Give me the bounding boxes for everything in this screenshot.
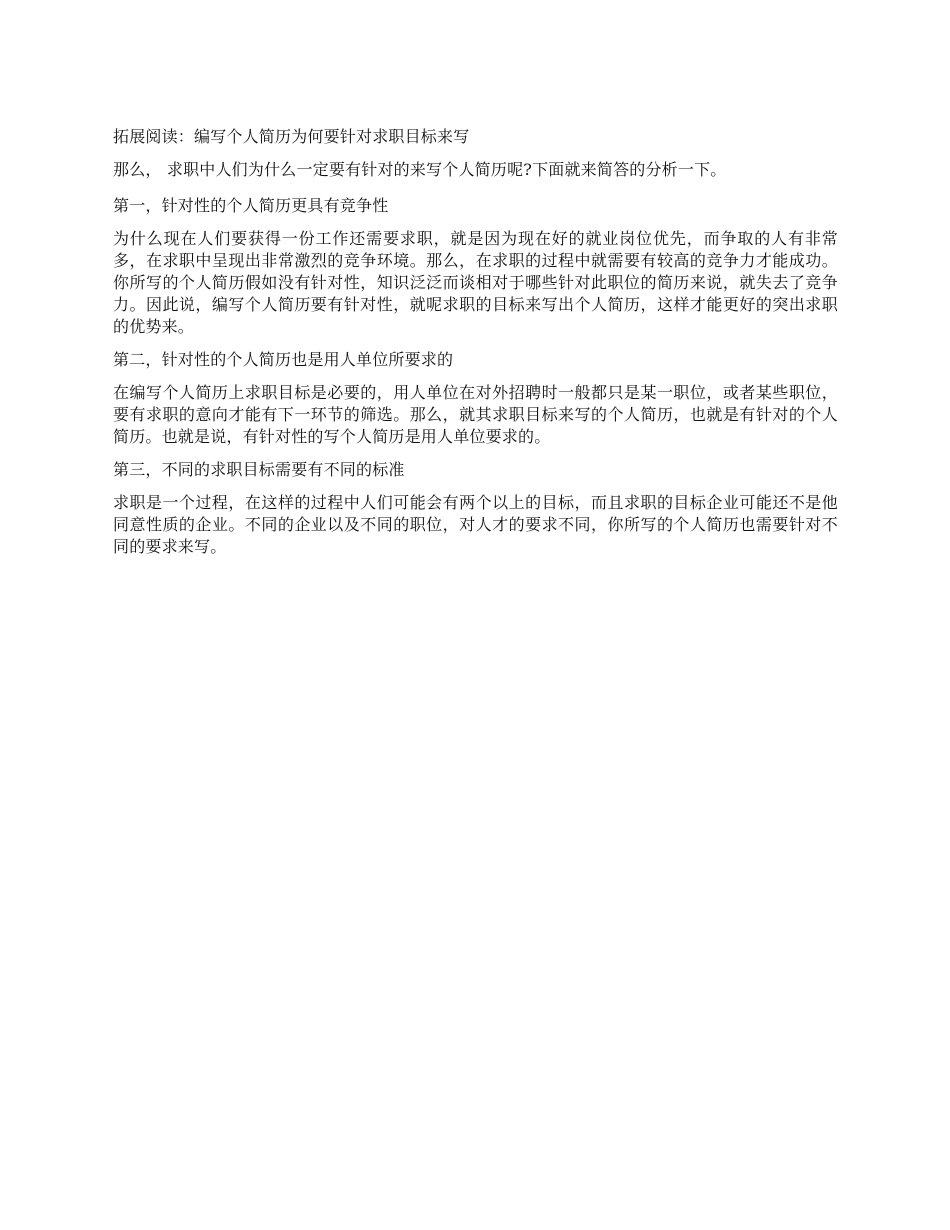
section-heading-3: 第三，不同的求职目标需要有不同的标准 bbox=[113, 460, 405, 479]
section-body-2: 在编写个人简历上求职目标是必要的，用人单位在对外招聘时一般都只是某一职位，或者某些职位，要有求职的意向才能有下一环节的筛选。那么，就其求职目标来写的个人简历，也就是有针对的个人简历。也就是说，有针对性的写个人简历是用人单位要求的。 bbox=[113, 383, 838, 446]
intro-paragraph: 那么， 求职中人们为什么一定要有针对的来写个人简历呢?下面就来简答的分析一下。 bbox=[113, 160, 727, 179]
section-heading-2: 第二，针对性的个人简历也是用人单位所要求的 bbox=[113, 350, 454, 369]
section-heading-1: 第一，针对性的个人简历更具有竞争性 bbox=[113, 196, 389, 215]
document-title: 拓展阅读：编写个人简历为何要针对求职目标来写 bbox=[113, 127, 470, 146]
section-body-3: 求职是一个过程，在这样的过程中人们可能会有两个以上的目标，而且求职的目标企业可能还不是他同意性质的企业。不同的企业以及不同的职位，对人才的要求不同，你所写的个人简历也需要针对不同的要求来写。 bbox=[113, 493, 838, 556]
section-body-1: 为什么现在人们要获得一份工作还需要求职，就是因为现在好的就业岗位优先，而争取的人有非常多，在求职中呈现出非常激烈的竞争环境。那么，在求职的过程中就需要有较高的竞争力才能成功。你所写的个人简历假如没有针对性，知识泛泛而谈相对于哪些针对此职位的简历来说，就失去了竞争力。因此说，编写个人简历要有针对性，就呢求职的目标来写出个人简历，这样才能更好的突出求职的优势来。 bbox=[113, 229, 838, 336]
document-body bbox=[113, 126, 838, 569]
